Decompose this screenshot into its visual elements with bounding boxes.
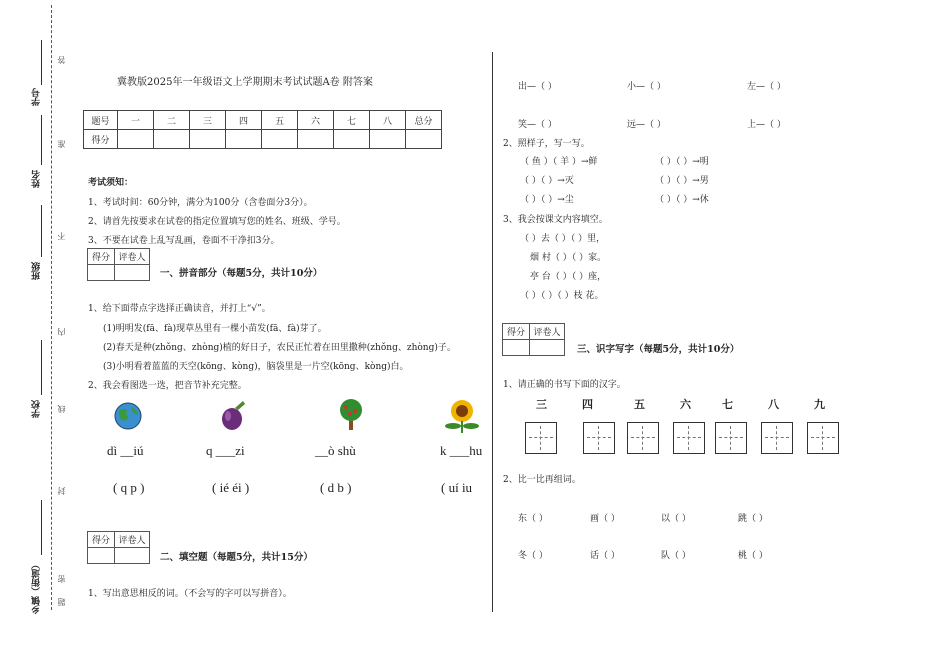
model-character: 三 xyxy=(536,398,547,411)
pinyin-choice[interactable]: ( q p ) xyxy=(113,480,145,495)
margin-fill-line xyxy=(41,500,42,555)
model-character: 五 xyxy=(634,398,645,411)
score-box-cell[interactable] xyxy=(530,340,565,356)
margin-mark: 题 xyxy=(57,598,66,606)
model-character: 七 xyxy=(722,398,733,411)
column-divider xyxy=(492,52,493,612)
score-header-cell: 五 xyxy=(262,111,298,130)
pinyin-blank: __ò shù xyxy=(315,443,356,458)
score-box-cell[interactable] xyxy=(115,265,150,281)
score-header-cell: 七 xyxy=(334,111,370,130)
margin-fill-line xyxy=(41,340,42,395)
compare-item: 画（ ） xyxy=(590,514,620,524)
score-box-label: 得分 xyxy=(88,249,115,265)
question-text: 1、请正确的书写下面的汉字。 xyxy=(503,380,626,390)
score-header-cell: 四 xyxy=(226,111,262,130)
margin-mark: 线 xyxy=(57,405,66,413)
instructions-heading: 考试须知： xyxy=(88,178,134,188)
margin-fill-line xyxy=(41,205,42,257)
score-cell[interactable] xyxy=(370,130,406,149)
section2-heading: 二、填空题（每题5分，共计15分） xyxy=(160,552,313,563)
globe-icon xyxy=(113,401,143,431)
fill-row: （ ）去（ ）（ ）里， xyxy=(520,234,606,244)
margin-label-class: 班级 xyxy=(32,262,42,280)
score-header-cell: 八 xyxy=(370,111,406,130)
score-header-cell: 总分 xyxy=(406,111,442,130)
margin-mark: 封 xyxy=(57,487,66,495)
score-cell[interactable] xyxy=(406,130,442,149)
score-row-label: 得分 xyxy=(84,130,118,149)
question-text: 3、我会按课文内容填空。 xyxy=(503,215,608,225)
section3-heading: 三、识字写字（每题5分，共计10分） xyxy=(577,344,740,355)
antonym-item: 出—（ ） xyxy=(518,82,557,92)
section-score-box xyxy=(502,323,565,356)
margin-mark: 答 xyxy=(57,56,66,64)
margin-mark: 准 xyxy=(57,140,66,148)
sunflower-icon xyxy=(443,399,481,433)
question-text: 1、写出意思相反的词。（不会写的字可以写拼音）。 xyxy=(88,589,292,599)
score-cell[interactable] xyxy=(118,130,154,149)
score-box-label: 得分 xyxy=(503,324,530,340)
question-text: 1、给下面带点字选择正确读音，并打上“√”。 xyxy=(88,304,271,314)
score-cell[interactable] xyxy=(298,130,334,149)
instruction-item: 1、考试时间：60分钟，满分为100分（含卷面分3分）。 xyxy=(88,198,313,208)
score-header-cell: 三 xyxy=(190,111,226,130)
antonym-item: 左—（ ） xyxy=(747,82,786,92)
margin-label-township: 乡镇（街道） xyxy=(32,560,42,614)
model-character: 六 xyxy=(680,398,691,411)
margin-fill-line xyxy=(41,40,42,85)
compare-item: 冬（ ） xyxy=(518,551,548,561)
eggplant-icon xyxy=(219,398,249,432)
compare-item: 话（ ） xyxy=(590,551,620,561)
compare-item: 以（ ） xyxy=(661,514,691,524)
score-header-cell: 一 xyxy=(118,111,154,130)
score-table xyxy=(83,110,442,149)
model-character: 四 xyxy=(582,398,593,411)
instruction-item: 3、不要在试卷上乱写乱画，卷面不干净扣3分。 xyxy=(88,236,280,246)
pinyin-blank: q ___zi xyxy=(206,443,245,458)
question-item: (2)春天是种(zhǒng、zhòng)植的好日子，农民正忙着在田里撒种(zhǒng、zhòng)子。 xyxy=(103,343,456,353)
margin-label-name: 姓名 xyxy=(32,170,42,188)
score-box-label: 评卷人 xyxy=(530,324,565,340)
score-box-cell[interactable] xyxy=(88,548,115,564)
score-box-cell[interactable] xyxy=(503,340,530,356)
fill-row: 亭 台（ ）（ ）座， xyxy=(530,272,607,282)
pattern-item: （ ）（ ）→休 xyxy=(655,195,709,205)
page-title: 冀教版2025年一年级语文上学期期末考试试题A卷 附答案 xyxy=(117,77,373,88)
pinyin-choice[interactable]: ( ié éi ) xyxy=(212,480,250,495)
score-header-cell: 题号 xyxy=(84,111,118,130)
score-cell[interactable] xyxy=(334,130,370,149)
question-text: 2、比一比再组词。 xyxy=(503,475,581,485)
model-character: 八 xyxy=(768,398,779,411)
antonym-item: 远—（ ） xyxy=(627,120,666,130)
antonym-item: 上—（ ） xyxy=(747,120,786,130)
antonym-item: 小—（ ） xyxy=(627,82,666,92)
score-cell[interactable] xyxy=(154,130,190,149)
compare-item: 跳（ ） xyxy=(738,514,768,524)
pinyin-blank: k ___hu xyxy=(440,443,483,458)
fill-row: 烟 村（ ）（ ）家。 xyxy=(530,253,607,263)
pinyin-blank: dì __iú xyxy=(107,443,144,458)
writing-grid[interactable] xyxy=(627,422,659,454)
binding-dashed-line xyxy=(51,5,52,610)
question-text: 2、照样子，写一写。 xyxy=(503,139,590,149)
margin-label-school: 学校 xyxy=(32,400,42,418)
tree-icon xyxy=(336,398,366,432)
writing-grid[interactable] xyxy=(807,422,839,454)
score-box-label: 得分 xyxy=(88,532,115,548)
score-cell[interactable] xyxy=(226,130,262,149)
section-score-box xyxy=(87,248,150,281)
score-header-cell: 六 xyxy=(298,111,334,130)
pattern-item: （ ）（ ）→灭 xyxy=(520,176,574,186)
score-box-cell[interactable] xyxy=(115,548,150,564)
margin-mark: 密 xyxy=(57,575,66,583)
writing-grid[interactable] xyxy=(583,422,615,454)
score-cell[interactable] xyxy=(190,130,226,149)
score-cell[interactable] xyxy=(262,130,298,149)
pinyin-choice[interactable]: ( d b ) xyxy=(320,480,352,495)
question-text: 2、我会看图选一选，把音节补充完整。 xyxy=(88,381,247,391)
score-box-label: 评卷人 xyxy=(115,249,150,265)
writing-grid[interactable] xyxy=(525,422,557,454)
pinyin-choice[interactable]: ( uí iu xyxy=(441,480,473,495)
compare-item: 桃（ ） xyxy=(738,551,768,561)
question-item: (3)小明看着蓝蓝的天空(kōng、kòng)，脑袋里是一片空(kōng、kòng)白。 xyxy=(103,362,409,372)
section1-heading: 一、拼音部分（每题5分，共计10分） xyxy=(160,268,323,279)
score-box-cell[interactable] xyxy=(88,265,115,281)
margin-fill-line xyxy=(41,115,42,165)
antonym-item: 笑—（ ） xyxy=(518,120,557,130)
compare-item: 东（ ） xyxy=(518,514,548,524)
score-header-cell: 二 xyxy=(154,111,190,130)
margin-mark: 内 xyxy=(57,328,66,336)
fill-row: （ ）（ ）（ ）枝 花。 xyxy=(520,291,604,301)
instruction-item: 2、请首先按要求在试卷的指定位置填写您的姓名、班级、学号。 xyxy=(88,217,346,227)
writing-grid[interactable] xyxy=(715,422,747,454)
score-box-label: 评卷人 xyxy=(115,532,150,548)
question-item: (1)明明发(fā、fà)现草丛里有一棵小苗发(fā、fà)芽了。 xyxy=(103,324,327,334)
pattern-item: （ ）（ ）→明 xyxy=(655,157,709,167)
margin-label-student-id: 学号 xyxy=(32,88,42,106)
writing-grid[interactable] xyxy=(673,422,705,454)
compare-item: 队（ ） xyxy=(661,551,691,561)
pattern-item: （ ）（ ）→尘 xyxy=(520,195,574,205)
model-character: 九 xyxy=(814,398,825,411)
pattern-item: （ 鱼 ）（ 羊 ）→鲜 xyxy=(520,157,598,167)
pattern-item: （ ）（ ）→男 xyxy=(655,176,709,186)
section-score-box xyxy=(87,531,150,564)
margin-mark: 不 xyxy=(57,232,66,240)
writing-grid[interactable] xyxy=(761,422,793,454)
